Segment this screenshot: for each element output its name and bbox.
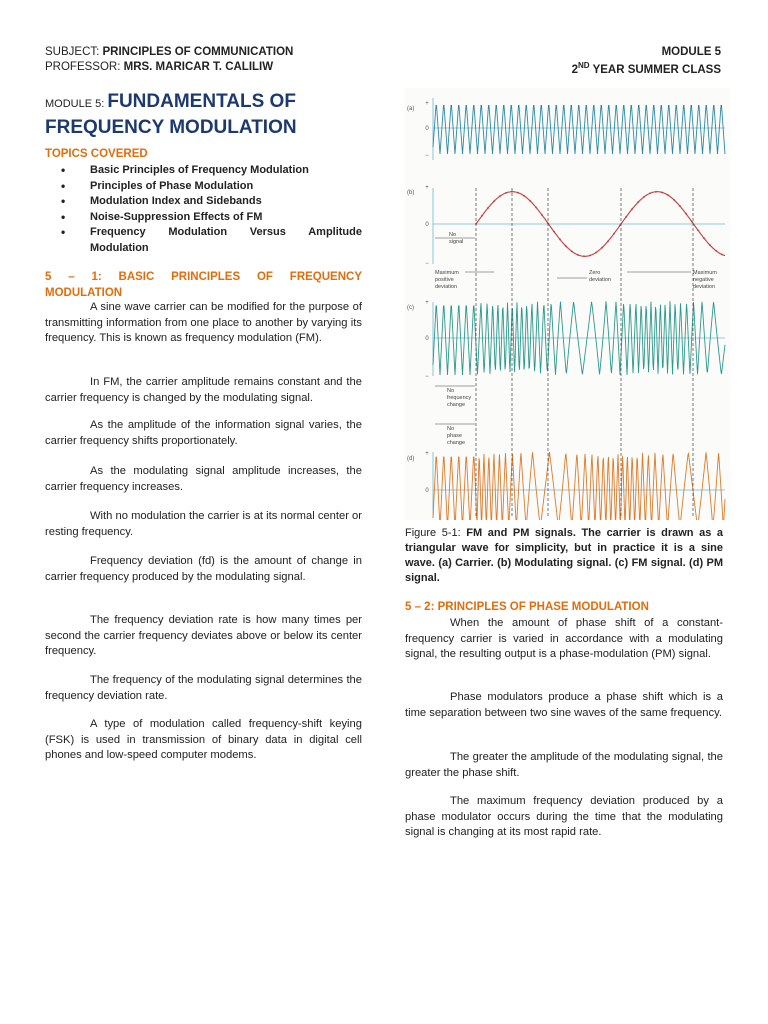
year-label: 2ND YEAR SUMMER CLASS — [571, 61, 721, 76]
wave-point — [523, 195, 525, 197]
wave-point — [631, 208, 633, 210]
wave-point — [589, 255, 591, 257]
tick-minus: − — [425, 374, 429, 380]
annotation-zero-deviation: Zero — [589, 270, 601, 276]
wave-point — [553, 231, 555, 233]
tick-zero: 0 — [425, 126, 429, 132]
wave-point — [613, 233, 615, 235]
annotation-no-frequency-change: frequency — [447, 395, 472, 401]
wave-point — [655, 191, 657, 193]
annotation-max-negative: Maximum — [693, 270, 717, 276]
wave-point — [487, 207, 489, 209]
tick-minus: − — [425, 261, 429, 267]
wave-point — [529, 200, 531, 202]
annotation-zero-deviation: deviation — [589, 277, 612, 283]
paragraph: In FM, the carrier amplitude remains constant and the carrier frequency is changed by the modulating signal. — [45, 376, 362, 404]
annotation-no-phase-change: change — [447, 440, 466, 446]
module-label: MODULE 5 — [661, 46, 721, 58]
section1-heading: 5 – 1: BASIC PRINCIPLES OF FREQUENCY MODULATION — [45, 271, 362, 299]
wave-point — [499, 195, 501, 197]
fm-pm-figure — [405, 88, 730, 520]
tick-plus: + — [425, 300, 429, 306]
tick-zero: 0 — [425, 336, 429, 342]
wave-point — [535, 206, 537, 208]
wave-point — [649, 192, 651, 194]
wave-point — [625, 216, 627, 218]
paragraph: Phase modulators produce a phase shift which is a time separation between two sine waves of the same frequency. — [405, 691, 723, 719]
figure-caption: Figure 5-1: FM and PM signals. The carrier is drawn as a triangular wave for simplicity, but in practice it is a sine wave. (a) Carrier. (b) Modulating signal. (c) FM signal. (d) PM signal. — [405, 527, 724, 584]
wave-point — [511, 191, 513, 193]
paragraph: The frequency deviation rate is how many times per second the carrier frequency deviates above or below its center frequency. — [45, 614, 362, 657]
wave-point — [715, 250, 717, 252]
wave-point — [703, 237, 705, 239]
tick-plus: + — [425, 185, 429, 191]
wave-point — [571, 251, 573, 253]
paragraph: The maximum frequency deviation produced by a phase modulator occurs during the time that the modulating signal is changing at its most rapid rate. — [405, 795, 723, 838]
paragraph: As the amplitude of the information signal varies, the carrier frequency shifts proportionately. — [45, 419, 362, 447]
wave-point — [661, 191, 663, 193]
wave-point — [493, 200, 495, 202]
tick-plus: + — [425, 451, 429, 457]
list-item: • Principles of Phase Modulation — [45, 179, 362, 195]
annotation-max-negative: deviation — [693, 284, 716, 290]
list-item: • Modulation Index and Sidebands — [45, 194, 362, 210]
wave-point — [595, 252, 597, 254]
wave-point — [541, 214, 543, 216]
list-item: • Basic Principles of Frequency Modulation — [45, 163, 362, 179]
wave-point — [637, 201, 639, 203]
wave-point — [583, 255, 585, 257]
wave-point — [577, 254, 579, 256]
page-title: MODULE 5: FUNDAMENTALS OF FREQUENCY MODULATION — [45, 91, 297, 138]
tick-zero: 0 — [425, 488, 429, 494]
panel-label: (c) — [407, 305, 414, 311]
paragraph: With no modulation the carrier is at its normal center or resting frequency. — [45, 510, 362, 538]
annotation-no-signal: signal — [449, 239, 464, 245]
annotation-max-positive: positive — [435, 277, 454, 283]
wave-point — [667, 194, 669, 196]
annotation-no-frequency-change: No — [447, 388, 455, 394]
wave-point — [601, 247, 603, 249]
paragraph: A type of modulation called frequency-shift keying (FSK) is used in transmission of binary data in digital cell phones and low-speed computer modems. — [45, 718, 362, 761]
wave-point — [691, 221, 693, 223]
wave-point — [679, 205, 681, 207]
wave-point — [565, 245, 567, 247]
paragraph: As the modulating signal amplitude increases, the carrier frequency increases. — [45, 465, 362, 493]
section2-heading: 5 – 2: PRINCIPLES OF PHASE MODULATION — [405, 601, 649, 613]
annotation-max-negative: negative — [693, 277, 714, 283]
annotation-no-phase-change: No — [447, 426, 455, 432]
paragraph: When the amount of phase shift of a constant-frequency carrier is varied in accordance with a modulating signal, the resulting output is a phase-modulation (PM) signal. — [405, 617, 723, 660]
topics-list — [45, 163, 362, 256]
paragraph: Frequency deviation (fd) is the amount of change in carrier frequency produced by the modulating signal. — [45, 555, 362, 583]
subject-line: SUBJECT: PRINCIPLES OF COMMUNICATION — [45, 46, 294, 58]
wave-point — [517, 192, 519, 194]
paragraph: A sine wave carrier can be modified for the purpose of transmitting information from one place to another by varying its frequency. This is known as frequency modulation (FM). — [45, 301, 362, 344]
annotation-no-phase-change: phase — [447, 433, 462, 439]
annotation-no-signal: No — [449, 232, 457, 238]
paragraph: The greater the amplitude of the modulating signal, the greater the phase shift. — [405, 751, 723, 779]
annotation-no-frequency-change: change — [447, 402, 466, 408]
wave-point — [505, 192, 507, 194]
list-item: • Frequency Modulation Versus Amplitude Modulation — [45, 225, 362, 256]
tick-minus: − — [425, 153, 429, 159]
wave-point — [559, 239, 561, 241]
wave-point — [721, 254, 723, 256]
panel-label: (b) — [407, 190, 415, 196]
wave-point — [697, 229, 699, 231]
wave-point — [619, 224, 621, 226]
panel-label: (a) — [407, 106, 415, 112]
annotation-max-positive: deviation — [435, 284, 458, 290]
professor-line: PROFESSOR: MRS. MARICAR T. CALILIW — [45, 61, 274, 73]
paragraph: The frequency of the modulating signal determines the frequency deviation rate. — [45, 674, 362, 702]
wave-point — [709, 244, 711, 246]
wave-point — [673, 199, 675, 201]
wave-point — [481, 215, 483, 217]
tick-zero: 0 — [425, 222, 429, 228]
panel-label: (d) — [407, 456, 415, 462]
wave-point — [685, 213, 687, 215]
list-item: • Noise-Suppression Effects of FM — [45, 210, 362, 226]
wave-point — [643, 196, 645, 198]
topics-heading: TOPICS COVERED — [45, 148, 148, 160]
wave-point — [607, 240, 609, 242]
tick-plus: + — [425, 101, 429, 107]
annotation-max-positive: Maximum — [435, 270, 459, 276]
